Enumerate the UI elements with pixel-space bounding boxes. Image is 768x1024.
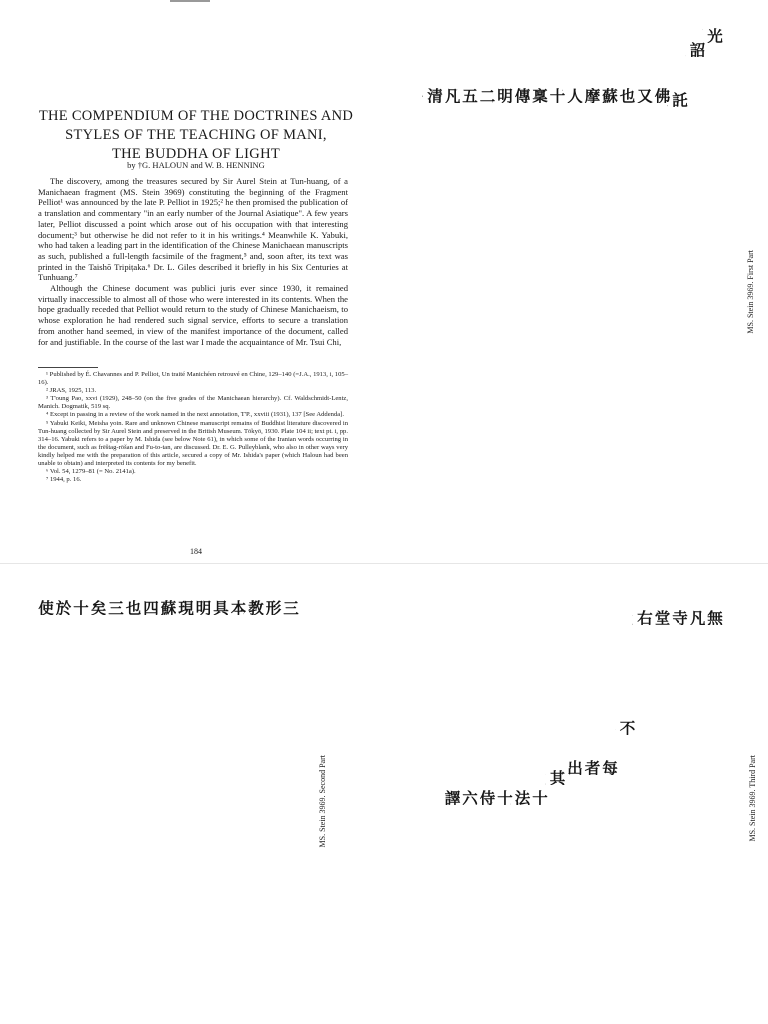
footnote: ³ T'oung Pao, xxvi (1929), 248–50 (on the five grades of the Manichaean hierarchy). Cf. Waldschmidt-Lentz, Manich. Dogmatik, 519 sq. (38, 395, 348, 411)
manuscript-column: 佛 (652, 88, 671, 103)
manuscript-plate-third (384, 570, 768, 1024)
manuscript-column: 五 (460, 88, 478, 103)
title-line-1: THE COMPENDIUM OF THE DOCTRINES AND (38, 108, 354, 124)
page-number: 184 (190, 547, 202, 556)
manuscript-column: 四 (141, 600, 159, 615)
manuscript-column: 詔 (687, 42, 706, 57)
manuscript-column: 十 (547, 88, 566, 103)
manuscript-plate-first (384, 0, 768, 560)
manuscript-column: 託 (670, 92, 688, 107)
manuscript-column: 無 (705, 610, 723, 625)
manuscript-column: 十 (530, 790, 548, 805)
manuscript-column: 法 (512, 790, 531, 805)
manuscript-column: 又 (635, 88, 653, 103)
manuscript-column: 人 (565, 88, 583, 103)
manuscript-column: 現 (176, 600, 194, 615)
manuscript-column: 傳 (512, 88, 531, 103)
manuscript-column: 不 (617, 720, 636, 735)
manuscript-column: 蘇 (600, 88, 618, 103)
manuscript-column: 二 (477, 88, 496, 103)
footnote: ⁵ Yabuki Keiki, Meisha yoin. Rare and unknown Chinese manuscript remains of Buddhist literature discovered in Tun-huang collected by Sir Aurel Stein and preserved in the British Museum. Tōkyō, 1930. Plate 104 ii; text pt. i, pp. 314–16. Yabuki refers to a paper by M. Ishida (see below Note 61), in which some of the Iranian words occurring in the document, such as frēštag-rōšan and Fu-to-tan, are discussed. Dr. E. G. Pulleyblank, who also in other ways very kindly helped me with the preparation of this article, secured a copy of Mr. Ishida's paper (which Haloun had been unable to obtain) and interpreted its contents for my benefit. (38, 419, 348, 468)
title-line-3: THE BUDDHA OF LIGHT (111, 146, 280, 162)
manuscript-column: 右 (635, 610, 653, 625)
plate-caption: MS. Stein 3969. First Part (746, 250, 755, 334)
manuscript-column: 凡 (442, 88, 461, 103)
manuscript-column: 者 (582, 760, 601, 775)
manuscript-column: 使 (36, 600, 54, 615)
paragraph-2: Although the Chinese document was publici juris ever since 1930, it remained virtually inaccessible to almost all of those who were interested in its contents. When the hope gradually receded that Pelliot would return to the study of Chinese Manichaeism, to whose exploration he had rendered such signal service, efforts to secure a translation from another hand seemed, in view of the manifest importance of the document, called for and justifiable. In the course of the last war I made the acquaintance of Mr. Tsui Chi, (38, 283, 348, 347)
manuscript-column: 本 (228, 600, 247, 615)
manuscript-column: 十 (71, 600, 89, 615)
manuscript-column: 也 (617, 88, 636, 103)
manuscript-column: 堂 (652, 610, 671, 625)
manuscript-column: 明 (495, 88, 513, 103)
manuscript-column: 三 (281, 600, 299, 615)
manuscript-column: 寺 (670, 610, 688, 625)
manuscript-column: 出 (565, 760, 583, 775)
manuscript-column: 於 (53, 600, 72, 615)
footnote: ¹ Published by É. Chavannes and P. Pelliot, Un traité Manichéen retrouvé en Chine, 129–140 (=J.A., 1913, i, 105–16). (38, 371, 348, 387)
footnotes (38, 371, 348, 484)
manuscript-column: 譯 (442, 790, 461, 805)
paragraph-1: The discovery, among the treasures secured by Sir Aurel Stein at Tun-huang, of a Manichaean fragment (MS. Stein 3969) constituting the beginning of the Fragment Pelliot¹ was announced by the late P. Pelliot in 1925;² he then promised the publication of a translation and commentary "in an early number of the Journal Asiatique". A few years later, Pelliot discussed a point which arose out of his occupation with that interesting document;³ but otherwise he did not refer to it in his writings.⁴ Meanwhile K. Yabuki, who had taken a leading part in the identification of the Chinese Manichaean manuscripts as such, published a full-length facsimile of the fragment,⁵ and, soon after, its text was printed in the Taishō Tripiṭaka.⁶ Dr. L. Giles described it briefly in his Six Centuries at Tunhuang.⁷ (38, 176, 348, 283)
article-body (38, 176, 348, 347)
footnote: ⁴ Except in passing in a review of the work named in the next annotation, T'P., xxviii (1931), 137 [See Addenda]. (46, 411, 345, 419)
manuscript-column: 侍 (477, 790, 496, 805)
manuscript-column: 十 (495, 790, 513, 805)
manuscript-column: 形 (263, 600, 282, 615)
footnote: ⁶ Vol. 54, 1279–81 (= No. 2141a). (46, 468, 136, 476)
manuscript-column: 摩 (582, 88, 601, 103)
manuscript-column: 三 (106, 600, 124, 615)
footnote: ⁷ 1944, p. 16. (46, 476, 82, 484)
manuscript-column: 六 (460, 790, 478, 805)
manuscript-column: 蘇 (158, 600, 177, 615)
manuscript-column: 具 (211, 600, 229, 615)
article-title (26, 107, 366, 164)
footnote: ² JRAS, 1925, 113. (46, 387, 97, 395)
manuscript-column: 清 (425, 88, 443, 103)
title-line-2: STYLES OF THE TEACHING OF MANI, (65, 127, 327, 143)
plate-caption: MS. Stein 3969. Second Part (318, 755, 327, 848)
manuscript-column: 矣 (88, 600, 107, 615)
manuscript-column: 其 (547, 770, 566, 785)
manuscript-column: 光 (705, 28, 723, 43)
manuscript-column: 凡 (687, 610, 706, 625)
article-byline: by †G. HALOUN and W. B. HENNING (127, 160, 265, 170)
manuscript-column: 每 (600, 760, 618, 775)
manuscript-column: 也 (123, 600, 142, 615)
manuscript-column: 稟 (530, 88, 548, 103)
article-page (0, 0, 384, 560)
page-divider (0, 563, 768, 564)
manuscript-plate-second (0, 570, 384, 1024)
footnote-rule (38, 367, 98, 368)
plate-caption: MS. Stein 3969. Third Part (748, 755, 757, 842)
manuscript-column: 明 (193, 600, 212, 615)
manuscript-column: 教 (246, 600, 264, 615)
